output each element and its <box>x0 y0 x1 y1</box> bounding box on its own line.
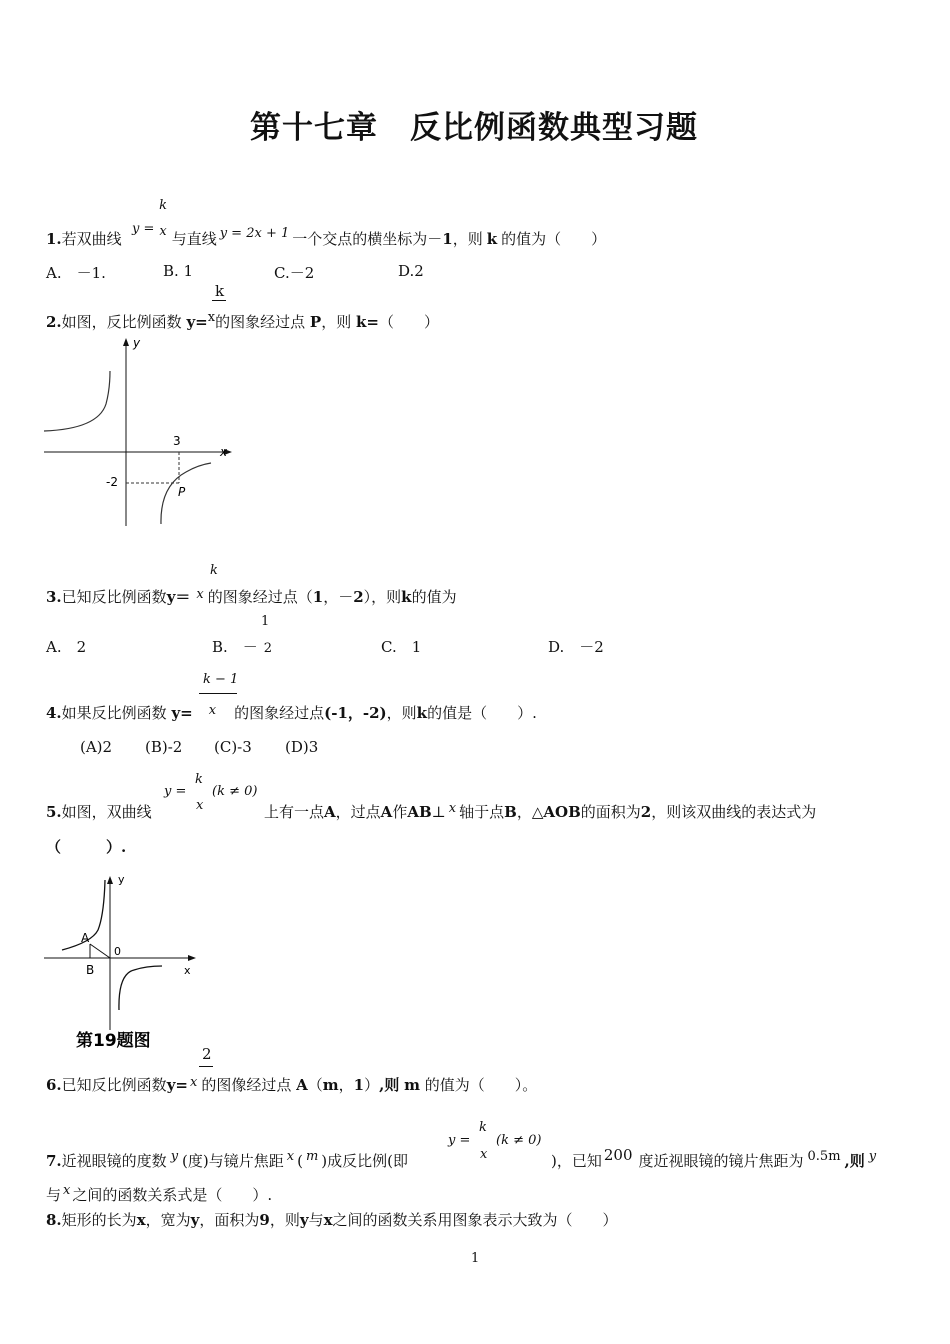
question-3: 3.已知反比例函数y＝ x 的图象经过点（1，－2），则k的值为 <box>46 587 457 606</box>
q3-formula-denominator: x <box>196 587 204 602</box>
q1-option-b[interactable]: B. 1 <box>163 262 194 280</box>
q5-graph-caption: 第19题图 <box>76 1031 151 1051</box>
q2-y-arrow <box>123 338 129 346</box>
q4-option-d[interactable]: (D)3 <box>285 738 319 756</box>
q4-formula-numerator: k − 1 <box>203 672 239 687</box>
q5-x-arrow <box>188 955 196 961</box>
q5-formula-condition: (k ≠ 0) <box>212 784 258 799</box>
q3-option-a[interactable]: A. 2 <box>46 638 87 656</box>
q7-formula-condition: (k ≠ 0) <box>496 1133 542 1148</box>
q4-fraction-bar <box>199 693 237 694</box>
question-7-cont: )，已知 200 度近视眼镜的镜片焦距为 0.5m ,则 y <box>551 1146 877 1170</box>
q4-option-b[interactable]: (B)-2 <box>145 738 183 756</box>
q5-segment-ao <box>90 944 110 958</box>
q5-curve-lower-right <box>119 966 162 1010</box>
page-title: 第十七章 反比例函数典型习题 <box>250 110 698 146</box>
q1-option-d[interactable]: D.2 <box>398 262 424 280</box>
q1-option-c[interactable]: C.－2 <box>274 264 315 282</box>
q5-y-label: y <box>118 873 125 886</box>
q3-option-b-denominator: 2 <box>263 641 273 656</box>
q5-formula-lhs: y = <box>164 784 187 799</box>
q2-formula-numerator: k <box>215 282 225 300</box>
q2-y-label: y <box>133 336 141 350</box>
q1-formula-numerator: k <box>159 198 168 213</box>
q1-formula: y = k x <box>132 198 168 239</box>
q6-formula-numerator: 2 <box>202 1045 212 1063</box>
q7-formula-denominator: x <box>480 1147 488 1162</box>
question-5: 5.如图，双曲线 <box>46 803 152 821</box>
q5-formula-numerator: k <box>195 772 203 787</box>
q2-point-label: P <box>178 485 186 499</box>
question-4: 4.如果反比例函数 y= x 的图象经过点(-1，-2)，则k的值是（ ）. <box>46 703 537 722</box>
q5-label-a: A <box>81 931 90 945</box>
q1-formula-denominator: x <box>159 223 167 239</box>
q2-fraction-bar <box>212 300 226 301</box>
q2-x-label: x <box>220 445 228 459</box>
q2-graph <box>40 334 240 530</box>
question-7: 7.近视眼镜的度数 y (度)与镜片焦距 x ( m )成反比例(即 <box>46 1149 409 1170</box>
q5-graph <box>42 870 212 1058</box>
q2-formula-denominator: x <box>207 310 216 325</box>
q4-option-c[interactable]: (C)-3 <box>214 738 252 756</box>
q5-x-label: x <box>184 964 191 977</box>
question-7-line-2: 与 x 之间的函数关系式是（ ）. <box>46 1183 273 1204</box>
q7-formula-lhs: y = <box>448 1133 471 1148</box>
q5-answer-blank: （ ）. <box>46 838 127 856</box>
q3-option-d[interactable]: D. －2 <box>548 638 604 656</box>
q5-label-b: B <box>86 963 95 977</box>
q5-origin-label: 0 <box>114 945 121 958</box>
question-1: 1.若双曲线 与直线 y = 2x + 1 一个交点的横坐标为－1，则 k 的值为（ ） <box>46 226 607 248</box>
q2-curve-lower-right <box>161 463 211 524</box>
q7-formula-numerator: k <box>479 1120 487 1135</box>
q3-formula-numerator: k <box>210 563 218 578</box>
q3-option-c[interactable]: C. 1 <box>381 638 422 656</box>
q2-tick-y: -2 <box>106 475 118 489</box>
q5-formula-denominator: x <box>196 798 204 813</box>
page-number: 1 <box>471 1251 480 1266</box>
question-8: 8.矩形的长为x，宽为y，面积为9，则y与x之间的函数关系用图象表示大致为（ ） <box>46 1211 618 1229</box>
q3-option-b[interactable]: B. － 2 <box>212 638 273 656</box>
q4-option-a[interactable]: (A)2 <box>80 738 113 756</box>
q4-formula-denominator: x <box>208 703 217 718</box>
q6-fraction-bar <box>199 1066 213 1067</box>
q2-curve-upper-left <box>44 371 110 431</box>
q5-y-arrow <box>107 876 113 884</box>
q1-line-formula: y = 2x + 1 <box>219 226 290 241</box>
q3-option-b-numerator: 1 <box>261 614 270 629</box>
q2-tick-x: 3 <box>173 434 181 448</box>
q6-formula-denominator: x <box>189 1075 198 1090</box>
q1-option-a[interactable]: A. －1. <box>46 264 106 282</box>
question-5-cont: 上有一点A，过点A作AB⊥ x 轴于点B，△AOB的面积为2，则该双曲线的表达式为 <box>264 801 817 821</box>
question-6: 6.已知反比例函数y= x 的图像经过点 A（m，1）,则 m 的值为（ ）。 <box>46 1075 538 1094</box>
question-2: 2.如图，反比例函数 y=x的图象经过点 P，则 k=（ ） <box>46 310 439 331</box>
